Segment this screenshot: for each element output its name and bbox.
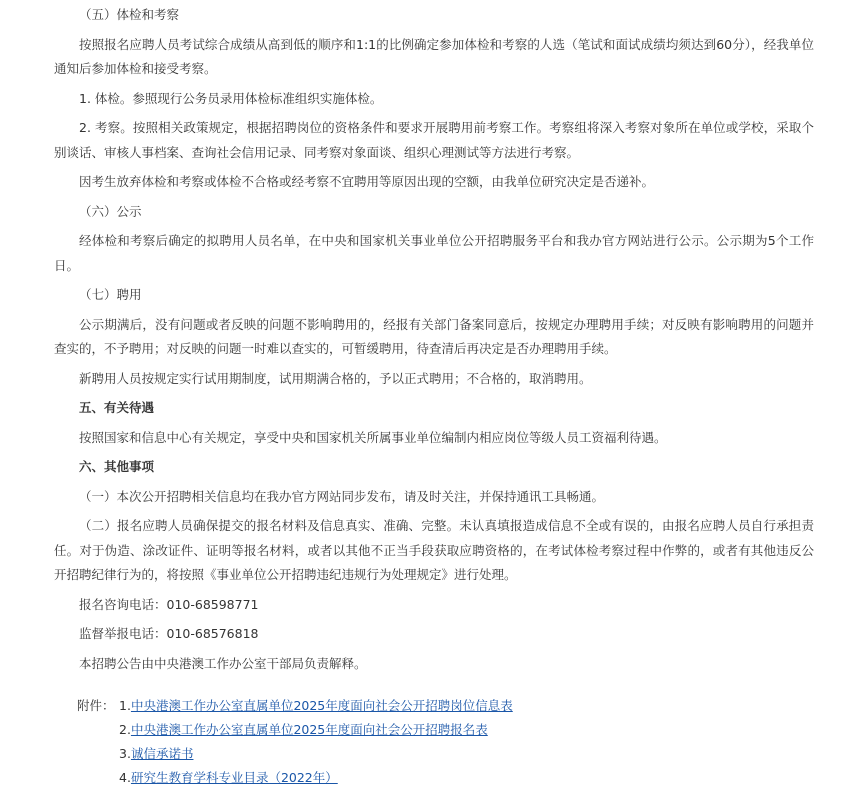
attachment-link-integrity-pledge[interactable]: 诚信承诺书 bbox=[130, 746, 194, 761]
attachment-link-position-info[interactable]: 中央港澳工作办公室直属单位2025年度面向社会公开招聘岗位信息表 bbox=[130, 698, 513, 713]
attachment-row-3 bbox=[77, 742, 513, 766]
attachment-num-3: 3. bbox=[119, 746, 131, 761]
attachments bbox=[77, 694, 513, 790]
attachment-num-2: 2. bbox=[119, 722, 131, 737]
attachment-num-1: 1. bbox=[119, 698, 131, 713]
section-heading-benefits: 五、有关待遇 bbox=[79, 400, 155, 415]
phone-report: 监督举报电话：010-68576818 bbox=[79, 626, 259, 641]
paragraph-benefits: 按照国家和信息中心有关规定，享受中央和国家机关所属事业单位编制内相应岗位等级人员工资福利待遇。 bbox=[79, 429, 667, 445]
paragraph-exam-selection: 按照报名应聘人员考试综合成绩从高到低的顺序和1:1的比例确定参加体检和考察的人选（笔试和面试成绩均须达到60分），经我单位通知后参加体检和接受考察。 bbox=[54, 36, 814, 76]
section-heading-hiring: （七）聘用 bbox=[79, 287, 142, 302]
section-heading-other: 六、其他事项 bbox=[79, 459, 155, 474]
attachment-link-application-form[interactable]: 中央港澳工作办公室直属单位2025年度面向社会公开招聘报名表 bbox=[130, 722, 488, 737]
paragraph-probation: 新聘用人员按规定实行试用期制度，试用期满合格的，予以正式聘用；不合格的，取消聘用。 bbox=[79, 370, 592, 386]
paragraph-other-2: （二）报名应聘人员确保提交的报名材料及信息真实、准确、完整。未认真填报造成信息不全或有误的，由报名应聘人员自行承担责任。对于伪造、涂改证件、证明等报名材料，或者以其他不正当手段获取应聘资格的，在考试体检考察过程中作弊的，或者有其他违反公开招聘纪律行为的，将按照《事业单位公开招聘违纪违规行为处理规定》进行处理。 bbox=[54, 518, 814, 582]
paragraph-physical-exam: 1. 体检。参照现行公务员录用体检标准组织实施体检。 bbox=[79, 90, 383, 106]
attachment-row-1 bbox=[77, 694, 513, 718]
attachment-row-2 bbox=[77, 718, 513, 742]
section-heading-publicity: （六）公示 bbox=[79, 203, 142, 219]
attachment-row-4 bbox=[77, 766, 513, 790]
article-body bbox=[54, 0, 814, 676]
phone-signup: 报名咨询电话：010-68598771 bbox=[79, 596, 259, 612]
paragraph-vacancy: 因考生放弃体检和考察或体检不合格或经考察不宜聘用等原因出现的空额，由我单位研究决定是否递补。 bbox=[79, 174, 655, 189]
paragraph-inspection: 2. 考察。按照相关政策规定，根据招聘岗位的资格条件和要求开展聘用前考察工作。考察组将深入考察对象所在单位或学校，采取个别谈话、审核人事档案、查询社会信用记录、同考察对象面谈、组织心理测试等方法进行考察。 bbox=[54, 120, 814, 160]
closing-statement: 本招聘公告由中央港澳工作办公室干部局负责解释。 bbox=[79, 655, 367, 671]
attachment-link-discipline-catalog[interactable]: 研究生教育学科专业目录（2022年） bbox=[130, 770, 338, 785]
attachment-num-4: 4. bbox=[119, 770, 131, 785]
paragraph-publicity: 经体检和考察后确定的拟聘用人员名单，在中央和国家机关事业单位公开招聘服务平台和我办官方网站进行公示。公示期为5个工作日。 bbox=[54, 233, 814, 273]
paragraph-other-1: （一）本次公开招聘相关信息均在我办官方网站同步发布，请及时关注，并保持通讯工具畅通。 bbox=[79, 488, 605, 504]
attachments-label: 附件： bbox=[77, 698, 115, 713]
section-heading-physical-exam: （五）体检和考察 bbox=[79, 7, 180, 22]
paragraph-hiring: 公示期满后，没有问题或者反映的问题不影响聘用的，经报有关部门备案同意后，按规定办理聘用手续；对反映有影响聘用的问题并查实的，不予聘用；对反映的问题一时难以查实的，可暂缓聘用，待查清后再决定是否办理聘用手续。 bbox=[54, 316, 814, 356]
